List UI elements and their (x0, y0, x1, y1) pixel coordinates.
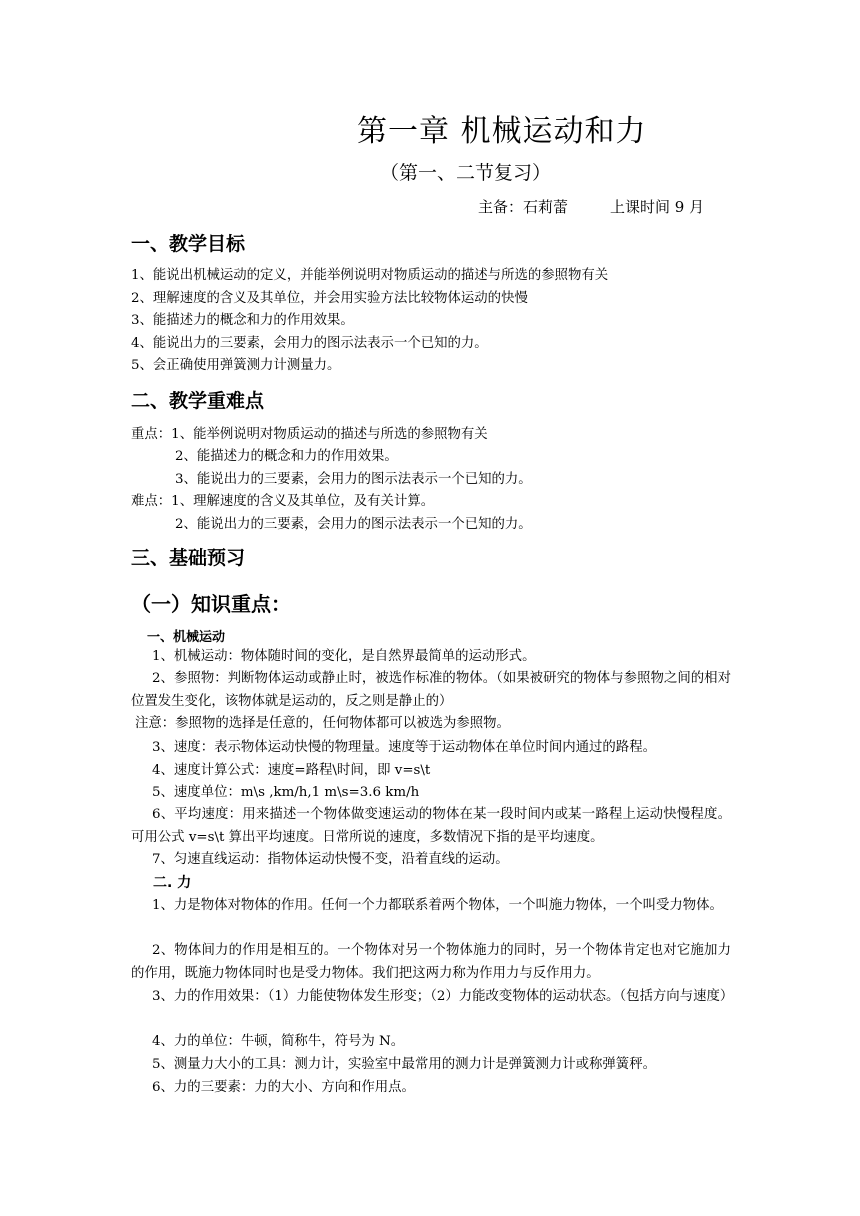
key-point-row (131, 423, 488, 442)
difficult-points-label: 难点： (131, 494, 172, 509)
difficult-point-item: 1、理解速度的含义及其单位，及有关计算。 (171, 494, 435, 509)
key-point-item: 2、能描述力的概念和力的作用效果。 (175, 449, 398, 464)
key-point-item: 3、能说出力的三要素，会用力的图示法表示一个已知的力。 (175, 472, 532, 487)
knowledge-item: 2、参照物：判断物体运动或静止时，被选作标准的物体。（如果被研究的物体与参照物之间的相对位置发生变化，该物体就是运动的，反之则是静止的） (131, 671, 731, 709)
objective-item: 5、会正确使用弹簧测力计测量力。 (131, 358, 341, 373)
section-heading-objectives: 一、教学目标 (131, 233, 246, 255)
knowledge-item: 1、机械运动：物体随时间的变化，是自然界最简单的运动形式。 (152, 649, 536, 664)
objective-item: 1、能说出机械运动的定义，并能举例说明对物质运动的描述与所选的参照物有关 (131, 268, 609, 283)
knowledge-note: 注意：参照物的选择是任意的，任何物体都可以被选为参照物。 (135, 716, 510, 731)
section-heading-preview: 三、基础预习 (131, 547, 246, 569)
part-heading-mechanical-motion: 一、机械运动 (147, 630, 226, 645)
knowledge-item: 5、测量力大小的工具：测力计，实验室中最常用的测力计是弹簧测力计或称弹簧秤。 (152, 1057, 656, 1072)
schedule-label: 上课时间 9 月 (610, 198, 705, 216)
knowledge-item: 5、速度单位：m\s ,km/h,1 m\s=3.6 km/h (152, 785, 420, 800)
knowledge-item: 1、力是物体对物体的作用。任何一个力都联系着两个物体，一个叫施力物体，一个叫受力物体。 (152, 898, 723, 913)
knowledge-item: 3、力的作用效果：（1）力能使物体发生形变；（2）力能改变物体的运动状态。（包括方向与速度） (152, 989, 734, 1004)
knowledge-item: 6、平均速度：用来描述一个物体做变速运动的物体在某一段时间内或某一路程上运动快慢程度。可用公式 v=s\t 算出平均速度。日常所说的速度，多数情况下指的是平均速度。 (131, 807, 731, 845)
knowledge-item: 7、匀速直线运动：指物体运动快慢不变，沿着直线的运动。 (152, 852, 509, 867)
objective-item: 4、能说出力的三要素，会用力的图示法表示一个已知的力。 (131, 336, 488, 351)
document-title: 第一章 机械运动和力 (357, 114, 647, 149)
document-subtitle: （第一、二节复习） (380, 162, 552, 184)
knowledge-item: 2、物体间力的作用是相互的。一个物体对另一个物体施力的同时，另一个物体肯定也对它施加力的作用，既施力物体同时也是受力物体。我们把这两力称为作用力与反作用力。 (131, 943, 731, 981)
part-heading-force: 二. 力 (153, 875, 192, 891)
objective-item: 2、理解速度的含义及其单位，并会用实验方法比较物体运动的快慢 (131, 291, 528, 306)
key-points-label: 重点： (131, 427, 172, 442)
subsection-heading-knowledge: （一）知识重点： (131, 592, 291, 616)
knowledge-item: 4、速度计算公式：速度=路程\时间，即 v=s\t (152, 763, 431, 778)
key-point-item: 1、能举例说明对物质运动的描述与所选的参照物有关 (171, 427, 488, 442)
objective-item: 3、能描述力的概念和力的作用效果。 (131, 313, 354, 328)
document-meta (478, 196, 704, 217)
difficult-point-item: 2、能说出力的三要素，会用力的图示法表示一个已知的力。 (175, 517, 532, 532)
section-heading-key-points: 二、教学重难点 (131, 390, 265, 412)
difficult-point-row (131, 490, 434, 509)
author-label: 主备：石莉蕾 (478, 198, 569, 216)
knowledge-item: 4、力的单位：牛顿，简称牛，符号为 N。 (152, 1034, 405, 1049)
knowledge-item: 3、速度：表示物体运动快慢的物理量。速度等于运动物体在单位时间内通过的路程。 (152, 740, 656, 755)
knowledge-item: 6、力的三要素：力的大小、方向和作用点。 (152, 1080, 415, 1095)
